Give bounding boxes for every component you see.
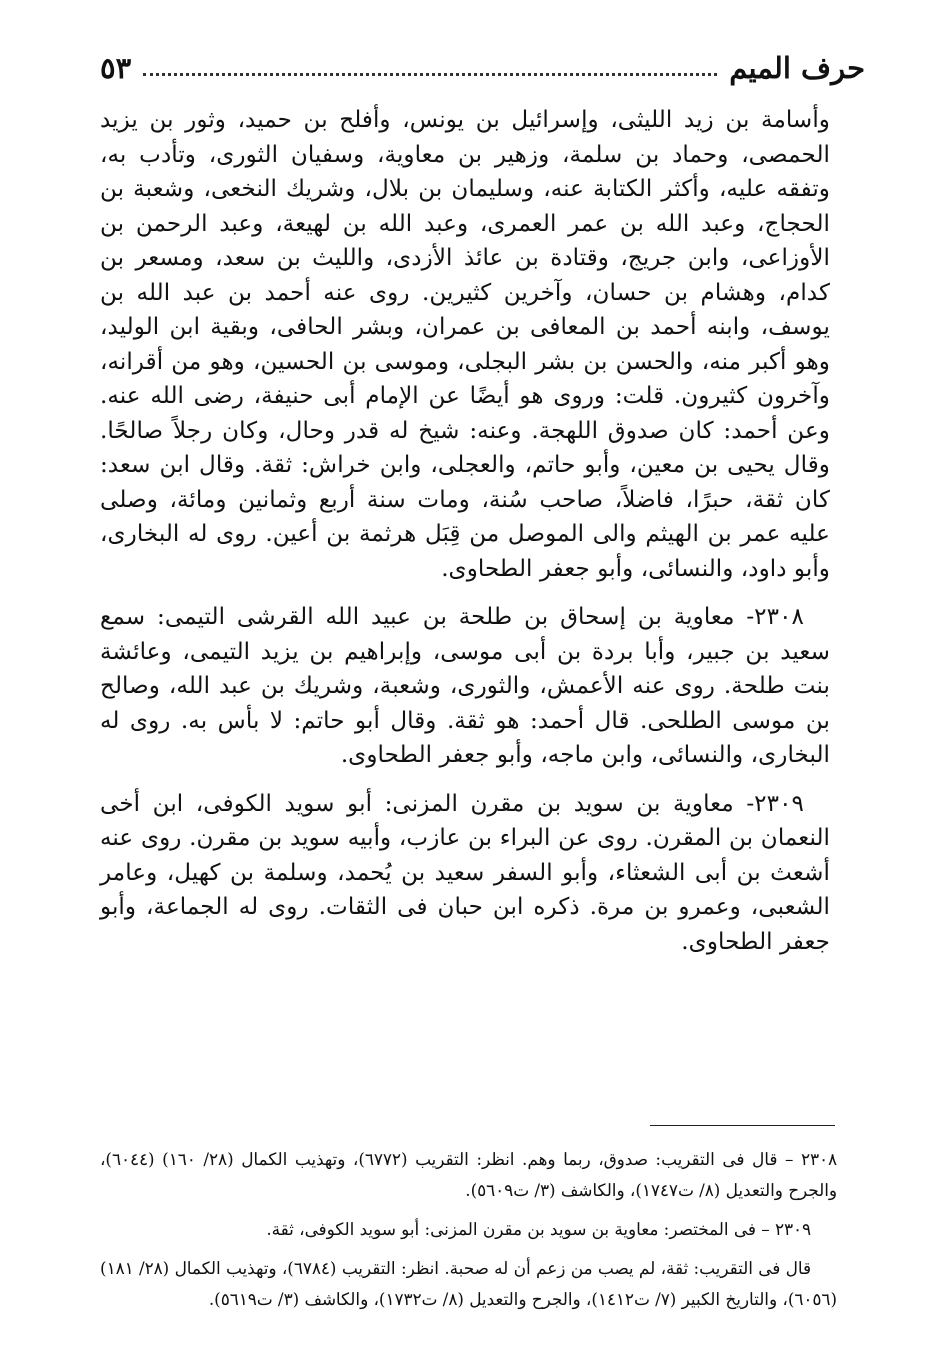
footnote-2309-detail: قال فى التقريب: ثقة، لم يصب من زعم أن له صحبة. انظر: التقريب (٦٧٨٤)، وتهذيب الكمال (٢٨/ ١٨١) (٦٠٥٦)، والتاريخ الكبير (٧/ ت١٤١٢)، والجرح والتعديل (٨/ ت١٧٣٢)، والكاشف (٣/ ت٥٦١٩). <box>100 1258 837 1309</box>
footnotes <box>100 1144 837 1315</box>
footnote-2308: ٢٣٠٨ – قال فى التقريب: صدوق، ربما وهم. انظر: التقريب (٦٧٧٢)، وتهذيب الكمال (٢٨/ ١٦٠) (٦٠٤٤)، والجرح والتعديل (٨/ ت١٧٤٧)، والكاشف (٣/ ت٥٦٠٩). <box>100 1149 837 1200</box>
continued-biography: وأسامة بن زيد الليثى، وإسرائيل بن يونس، وأفلح بن حميد، وثور بن يزيد الحمصى، وحماد بن سلمة، وزهير بن معاوية، وسفيان الثورى، وتأدب به، وتفقه عليه، وأكثر الكتابة عنه، وسليمان بن بلال، وشريك النخعى، وشعبة بن الحجاج، وعبد الله بن عمر العمرى، وعبد الله بن لهيعة، وعبد الرحمن بن الأوزاعى، وابن جريج، وقتادة بن عائذ الأزدى، والليث بن سعد، ومسعر بن كدام، وهشام بن حسان، وآخرين كثيرين. روى عنه أحمد بن عبد الله بن يوسف، وابنه أحمد بن المعافى بن عمران، وبشر الحافى، وبقية ابن الوليد، وهو أكبر منه، والحسن بن بشر البجلى، وموسى بن الحسين، وهو من أقرانه، وآخرون كثيرون. قلت: وروى هو أيضًا عن الإمام أبى حنيفة، رضى الله عنه. وعن أحمد: كان صدوق اللهجة. وعنه: شيخ له قدر وحال، وكان رجلاً صالحًا. وقال يحيى بن معين، وأبو حاتم، والعجلى، وابن خراش: ثقة. وقال ابن سعد: كان ثقة، حبرًا، فاضلاً، صاحب سُنة، ومات سنة أربع وثمانين ومائة، وصلى عليه عمر بن الهيثم والى الموصل من قِبَل هرثمة بن أعين. روى له البخارى، وأبو داود، والنسائى، وأبو جعفر الطحاوى. <box>100 106 830 582</box>
header-dotted-leader <box>143 73 717 76</box>
page-header <box>100 46 865 90</box>
running-title: حرف الميم <box>729 51 865 85</box>
footnote-separator <box>650 1125 835 1126</box>
main-text <box>100 103 830 959</box>
biography-entry-2309: ٢٣٠٩- معاوية بن سويد بن مقرن المزنى: أبو سويد الكوفى، ابن أخى النعمان بن المقرن. روى عن البراء بن عازب، وأبيه سويد بن مقرن. روى عنه أشعث بن أبى الشعثاء، وأبو السفر سعيد بن يُحمد، وسلمة بن كهيل، وعامر الشعبى، وعمرو بن مرة. ذكره ابن حبان فى الثقات. روى له الجماعة، وأبو جعفر الطحاوى. <box>100 789 830 955</box>
page-number: ٥٣ <box>100 51 132 85</box>
biography-entry-2308: ٢٣٠٨- معاوية بن إسحاق بن طلحة بن عبيد الله القرشى التيمى: سمع سعيد بن جبير، وأبا بردة بن أبى موسى، وإبراهيم بن يزيد التيمى، وعائشة بنت طلحة. روى عنه الأعمش، والثورى، وشعبة، وشريك بن عبد الله، وصالح بن موسى الطلحى. قال أحمد: هو ثقة. وقال أبو حاتم: لا بأس به. روى له البخارى، والنسائى، وابن ماجه، وأبو جعفر الطحاوى. <box>100 603 830 768</box>
footnote-2309: ٢٣٠٩ – فى المختصر: معاوية بن سويد بن مقرن المزنى: أبو سويد الكوفى، ثقة. <box>266 1219 811 1239</box>
